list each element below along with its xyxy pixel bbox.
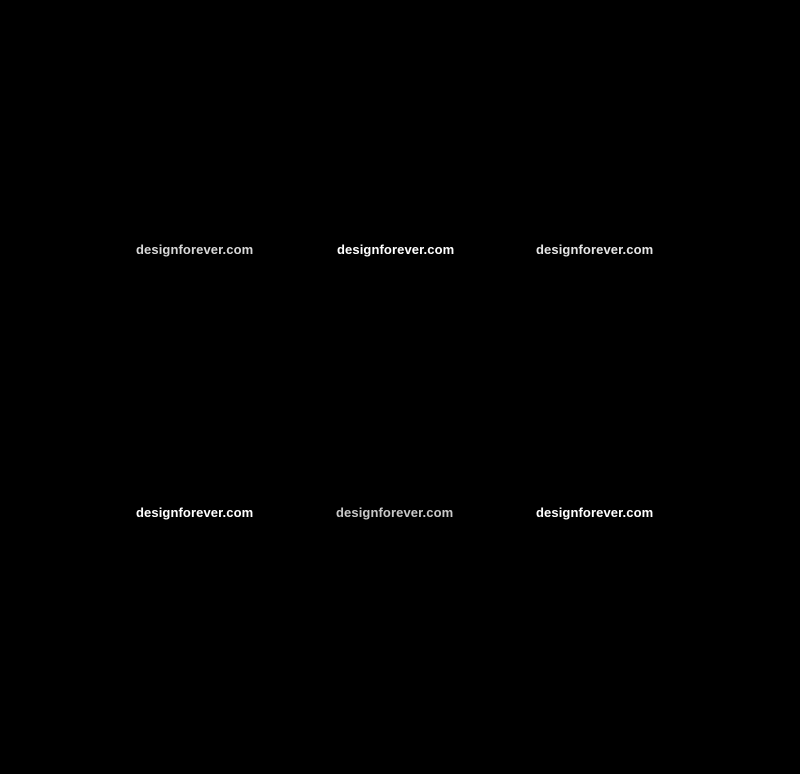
watermark-label: designforever.com <box>536 505 654 520</box>
watermark-label: designforever.com <box>136 242 254 257</box>
watermark-label: designforever.com <box>336 505 454 520</box>
watermark-label: designforever.com <box>136 505 254 520</box>
watermark-label: designforever.com <box>536 242 654 257</box>
watermark-label: designforever.com <box>337 242 455 257</box>
